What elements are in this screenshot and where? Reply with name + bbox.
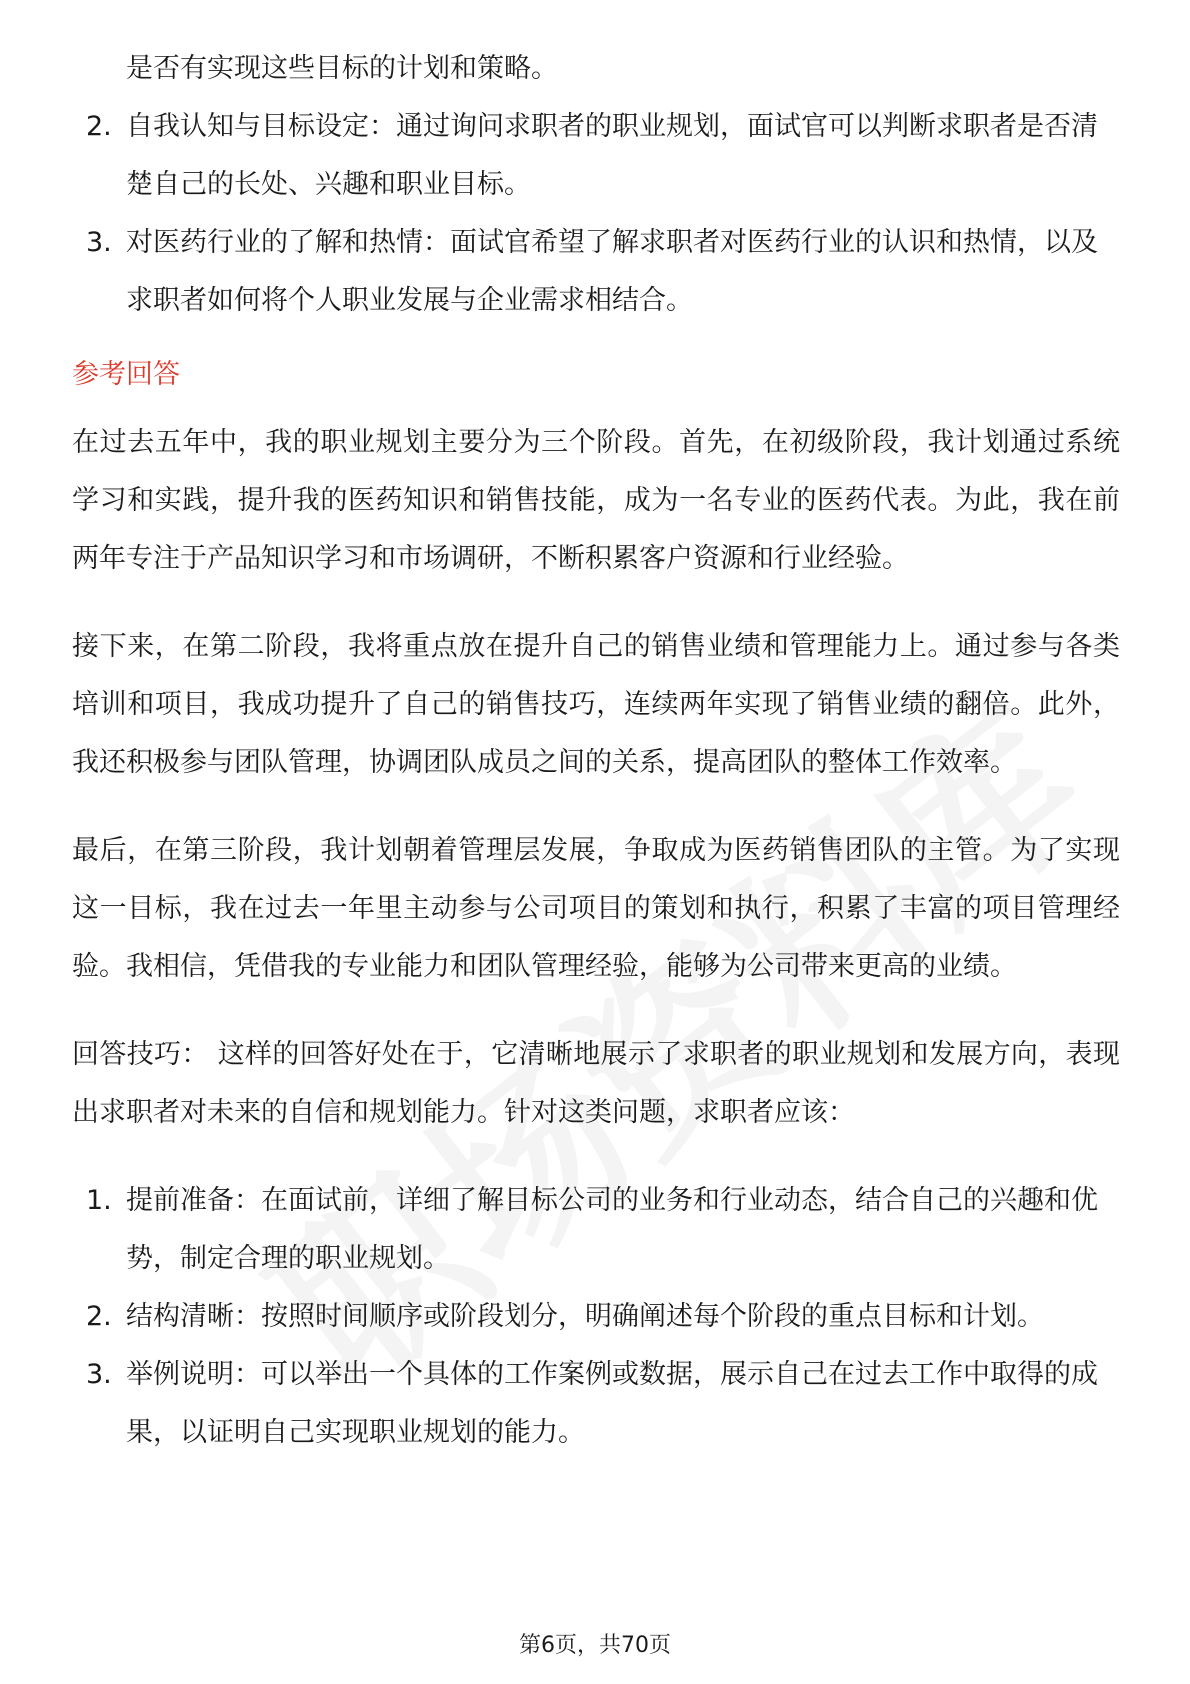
criteria-list (72, 98, 1120, 330)
tips-intro-paragraph: 回答技巧： 这样的回答好处在于，它清晰地展示了求职者的职业规划和发展方向，表现出求职者对未来的自信和规划能力。针对这类问题，求职者应该： (72, 1039, 1120, 1128)
page-number: 第6页，共70页 (519, 1633, 671, 1658)
list-number: 3. (86, 1359, 112, 1390)
list-item-text: 对医药行业的了解和热情：面试官希望了解求职者对医药行业的认识和热情，以及求职者如何将个人职业发展与企业需求相结合。 (126, 227, 1098, 316)
list-item (72, 214, 1120, 330)
list-item (72, 1172, 1120, 1288)
list-item (72, 1288, 1120, 1346)
answer-paragraph: 在过去五年中，我的职业规划主要分为三个阶段。首先，在初级阶段，我计划通过系统学习和实践，提升我的医药知识和销售技能，成为一名专业的医药代表。为此，我在前两年专注于产品知识学习和市场调研，不断积累客户资源和行业经验。 (72, 427, 1120, 574)
document-page (72, 40, 1120, 1462)
list-item-text: 自我认知与目标设定：通过询问求职者的职业规划，面试官可以判断求职者是否清楚自己的长处、兴趣和职业目标。 (126, 111, 1098, 200)
list-number: 2. (86, 1301, 112, 1332)
list-number: 2. (86, 111, 112, 142)
section-heading: 参考回答 (72, 359, 180, 390)
list-number: 1. (86, 1185, 112, 1216)
list-item-text: 举例说明：可以举出一个具体的工作案例或数据，展示自己在过去工作中取得的成果，以证明自己实现职业规划的能力。 (126, 1359, 1098, 1448)
list-item-text: 结构清晰：按照时间顺序或阶段划分，明确阐述每个阶段的重点目标和计划。 (126, 1301, 1044, 1332)
list-number: 3. (86, 227, 112, 258)
list-item-continuation: 是否有实现这些目标的计划和策略。 (126, 53, 558, 84)
tips-list (72, 1172, 1120, 1462)
list-item (72, 98, 1120, 214)
answer-paragraph: 最后，在第三阶段，我计划朝着管理层发展，争取成为医药销售团队的主管。为了实现这一目标，我在过去一年里主动参与公司项目的策划和执行，积累了丰富的项目管理经验。我相信，凭借我的专业能力和团队管理经验，能够为公司带来更高的业绩。 (72, 835, 1120, 982)
answer-paragraph: 接下来，在第二阶段，我将重点放在提升自己的销售业绩和管理能力上。通过参与各类培训和项目，我成功提升了自己的销售技巧，连续两年实现了销售业绩的翻倍。此外，我还积极参与团队管理，协调团队成员之间的关系，提高团队的整体工作效率。 (72, 631, 1120, 778)
list-item (72, 1346, 1120, 1462)
list-item-text: 提前准备：在面试前，详细了解目标公司的业务和行业动态，结合自己的兴趣和优势，制定合理的职业规划。 (126, 1185, 1098, 1274)
